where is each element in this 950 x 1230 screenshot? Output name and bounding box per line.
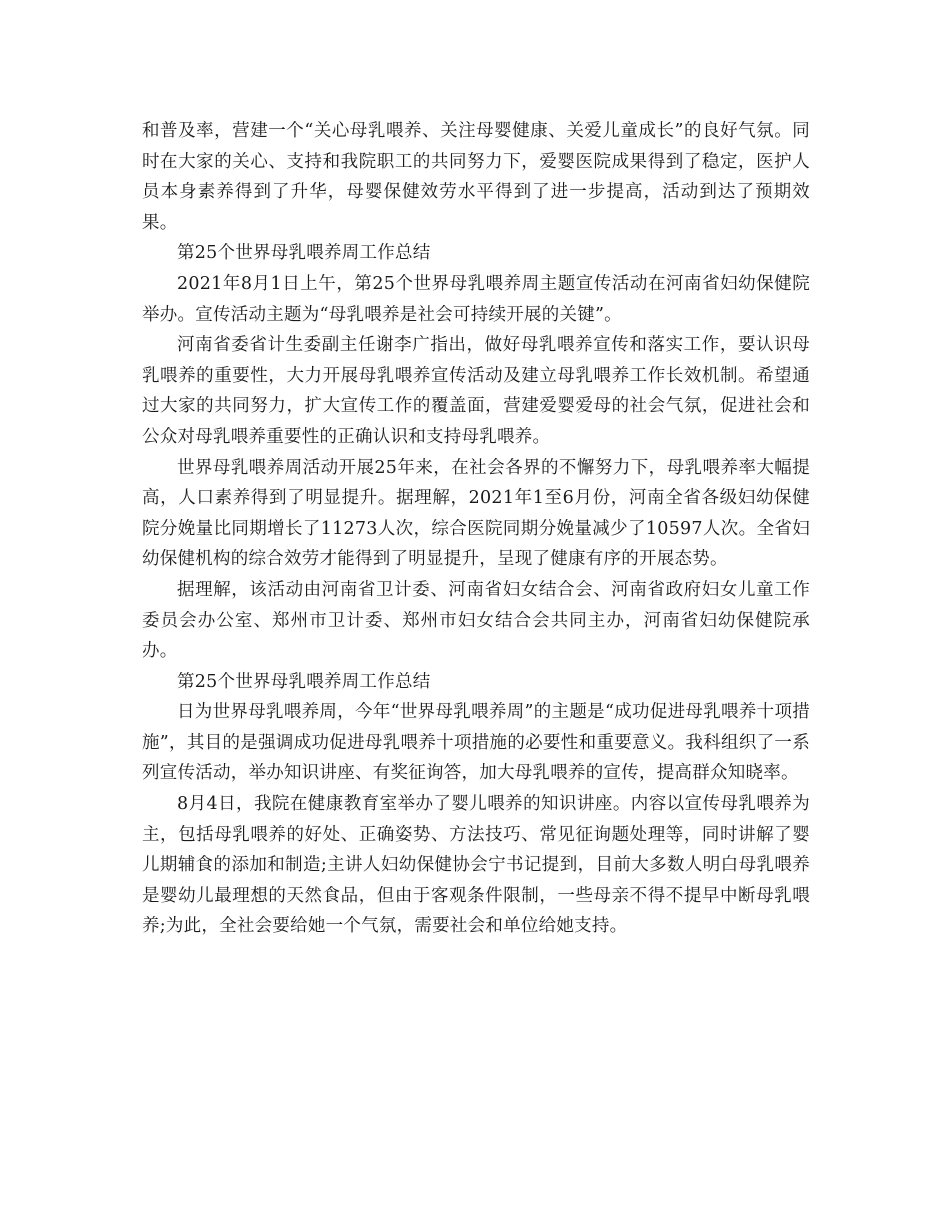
paragraph: 日为世界母乳喂养周，今年“世界母乳喂养周”的主题是“成功促进母乳喂养十项措施”，其目的是强调成功促进母乳喂养十项措施的必要性和重要意义。我科组织了一系列宣传活动，举办知识讲座、有奖征询答，加大母乳喂养的宣传，提高群众知晓率。 bbox=[142, 702, 810, 784]
paragraph: 据理解，该活动由河南省卫计委、河南省妇女结合会、河南省政府妇女儿童工作委员会办公室、郑州市卫计委、郑州市妇女结合会共同主办，河南省妇幼保健院承办。 bbox=[142, 579, 810, 662]
section-heading: 第25个世界母乳喂养周工作总结 bbox=[177, 671, 431, 692]
paragraph-continuation: 和普及率，营建一个“关心母乳喂养、关注母婴健康、关爱儿童成长”的良好气氛。同时在大家的关心、支持和我院职工的共同努力下，爱婴医院成果得到了稳定，医护人员本身素养得到了升华，母婴保健效劳水平得到了进一步提高，活动到达了预期效果。 bbox=[142, 121, 810, 233]
paragraph: 8月4日，我院在健康教育室举办了婴儿喂养的知识讲座。内容以宣传母乳喂养为主，包括母乳喂养的好处、正确姿势、方法技巧、常见征询题处理等，同时讲解了婴儿期辅食的添加和制造;主讲人妇幼保健协会宁书记提到，目前大多数人明白母乳喂养是婴幼儿最理想的天然食品，但由于客观条件限制，一些母亲不得不提早中断母乳喂养;为此，全社会要给她一个气氛，需要社会和单位给她支持。 bbox=[142, 794, 810, 937]
paragraph: 世界母乳喂养周活动开展25年来，在社会各界的不懈努力下，母乳喂养率大幅提高，人口素养得到了明显提升。据理解，2021年1至6月份，河南全省各级妇幼保健院分娩量比同期增长了11273人次，综合医院同期分娩量减少了10597人次。全省妇幼保健机构的综合效劳才能得到了明显提升，呈现了健康有序的开展态势。 bbox=[142, 457, 810, 570]
paragraph: 2021年8月1日上午，第25个世界母乳喂养周主题宣传活动在河南省妇幼保健院举办。宣传活动主题为“母乳喂养是社会可持续开展的关键”。 bbox=[142, 273, 810, 325]
document-body bbox=[142, 116, 810, 942]
section-heading: 第25个世界母乳喂养周工作总结 bbox=[177, 243, 431, 264]
paragraph: 河南省委省计生委副主任谢李广指出，做好母乳喂养宣传和落实工作，要认识母乳喂养的重要性，大力开展母乳喂养宣传活动及建立母乳喂养工作长效机制。希望通过大家的共同努力，扩大宣传工作的覆盖面，营建爱婴爱母的社会气氛，促进社会和公众对母乳喂养重要性的正确认识和支持母乳喂养。 bbox=[142, 335, 810, 447]
